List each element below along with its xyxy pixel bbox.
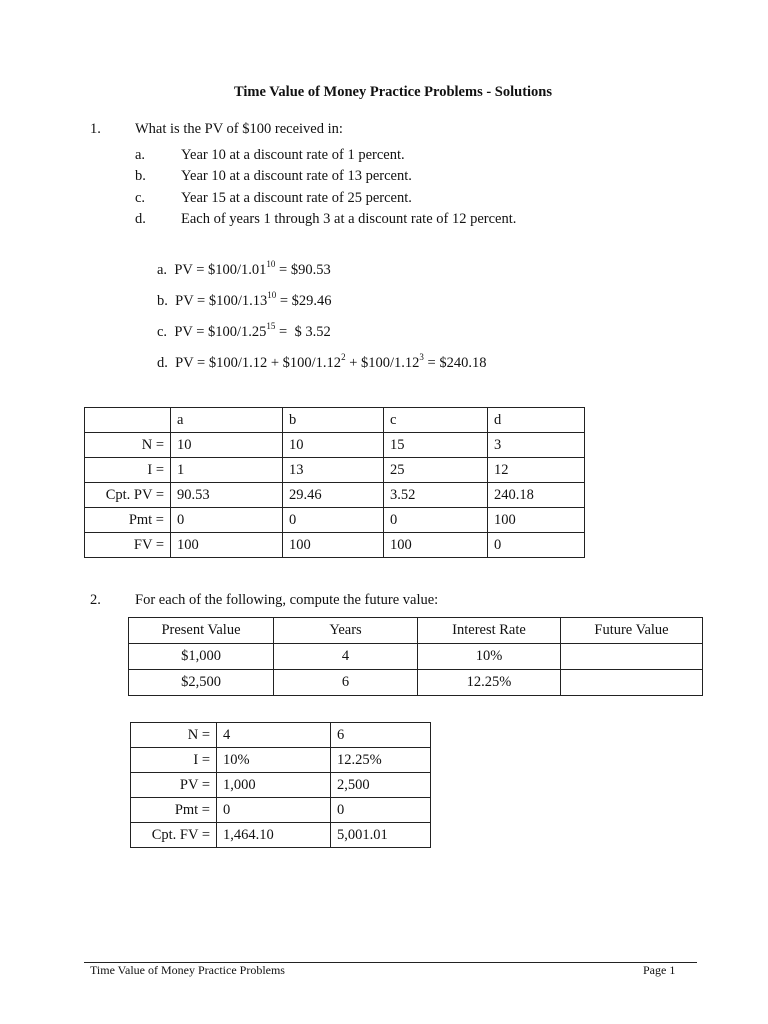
table-cell: 29.46: [283, 483, 384, 508]
table-row: [131, 748, 431, 773]
table-cell: 100: [384, 533, 488, 558]
part-a-text: Year 10 at a discount rate of 1 percent.: [181, 147, 405, 163]
table-row-label: FV =: [85, 533, 171, 558]
part-a-letter: a.: [135, 147, 146, 163]
answer-a: a. PV = $\$100/1.01^{10}$ = $90.53: [157, 259, 331, 278]
table-cell: 12: [488, 458, 585, 483]
table-row: [131, 798, 431, 823]
part-c-text: Year 15 at a discount rate of 25 percent.: [181, 190, 412, 206]
part-b-text: Year 10 at a discount rate of 13 percent.: [181, 168, 412, 184]
table-cell: 6: [331, 723, 431, 748]
table-cell: 10%: [217, 748, 331, 773]
table-cell: 4: [217, 723, 331, 748]
table-cell: d: [488, 408, 585, 433]
question-1-number: 1.: [90, 121, 101, 137]
table-cell: 1,000: [217, 773, 331, 798]
table-cell: 240.18: [488, 483, 585, 508]
fv-problem-table: [128, 617, 703, 696]
table-cell: 3.52: [384, 483, 488, 508]
table-row: [129, 670, 703, 696]
table-row: [131, 823, 431, 848]
table-cell: 12.25%: [331, 748, 431, 773]
page-title: Time Value of Money Practice Problems - Solutions: [233, 84, 553, 100]
table-cell: 100: [488, 508, 585, 533]
table-cell: 4: [274, 644, 418, 670]
table-row-label: Pmt =: [131, 798, 217, 823]
table-cell: 100: [283, 533, 384, 558]
question-1-text: What is the PV of $100 received in:: [135, 121, 343, 137]
table-row: [85, 433, 585, 458]
table-cell: 10%: [418, 644, 561, 670]
table-cell: 0: [217, 798, 331, 823]
table-cell: [85, 408, 171, 433]
table-header-cell: Future Value: [561, 618, 703, 644]
table-header-cell: Present Value: [129, 618, 274, 644]
table-row-label: Cpt. PV =: [85, 483, 171, 508]
table-cell: 100: [171, 533, 283, 558]
question-2-text: For each of the following, compute the future value:: [135, 592, 439, 608]
table-cell: 12.25%: [418, 670, 561, 696]
table-row: [85, 508, 585, 533]
table-cell: 2,500: [331, 773, 431, 798]
table-cell: a: [171, 408, 283, 433]
table-row: [131, 723, 431, 748]
table-row-label: Cpt. FV =: [131, 823, 217, 848]
table-cell: 3: [488, 433, 585, 458]
part-d-letter: d.: [135, 211, 146, 227]
pv-calculator-table: [84, 407, 585, 558]
table-row-label: I =: [85, 458, 171, 483]
table-cell: [561, 644, 703, 670]
table-cell: 5,001.01: [331, 823, 431, 848]
table-cell: 0: [171, 508, 283, 533]
table-row-label: I =: [131, 748, 217, 773]
part-c-letter: c.: [135, 190, 146, 206]
table-header-cell: Interest Rate: [418, 618, 561, 644]
answer-c: c. PV = $\$100/1.25^{15}$ = $ 3.52: [157, 321, 331, 340]
table-row: [85, 458, 585, 483]
table-cell: 1: [171, 458, 283, 483]
fv-solution-table: [130, 722, 431, 848]
table-cell: 1,464.10: [217, 823, 331, 848]
table-row-label: Pmt =: [85, 508, 171, 533]
table-row-label: N =: [131, 723, 217, 748]
table-cell: 0: [331, 798, 431, 823]
table-cell: 15: [384, 433, 488, 458]
table-cell: 90.53: [171, 483, 283, 508]
footer-title: Time Value of Money Practice Problems: [90, 963, 285, 977]
table-cell: b: [283, 408, 384, 433]
table-cell: 13: [283, 458, 384, 483]
table-row: [85, 483, 585, 508]
table-row: [131, 773, 431, 798]
table-cell: 0: [488, 533, 585, 558]
table-cell: 25: [384, 458, 488, 483]
table-cell: 10: [283, 433, 384, 458]
table-cell: $1,000: [129, 644, 274, 670]
table-header-row: [85, 408, 585, 433]
table-row-label: N =: [85, 433, 171, 458]
answer-b: b. PV = $\$100/1.13^{10}$ = $29.46: [157, 290, 332, 309]
table-cell: c: [384, 408, 488, 433]
table-row-label: PV =: [131, 773, 217, 798]
table-row: [129, 644, 703, 670]
page-number: Page 1: [643, 963, 676, 977]
table-header-cell: Years: [274, 618, 418, 644]
table-cell: 0: [283, 508, 384, 533]
table-cell: 6: [274, 670, 418, 696]
table-header-row: [129, 618, 703, 644]
part-d-text: Each of years 1 through 3 at a discount rate of 12 percent.: [181, 211, 517, 227]
part-b-letter: b.: [135, 168, 146, 184]
table-cell: 10: [171, 433, 283, 458]
table-cell: $2,500: [129, 670, 274, 696]
question-2-number: 2.: [90, 592, 101, 608]
table-row: [85, 533, 585, 558]
answer-d: d. PV = $100/1.12 + $\$100/1.12^2$ + $\$100/1.12^3$ = $240.18: [157, 352, 487, 371]
table-cell: [561, 670, 703, 696]
table-cell: 0: [384, 508, 488, 533]
